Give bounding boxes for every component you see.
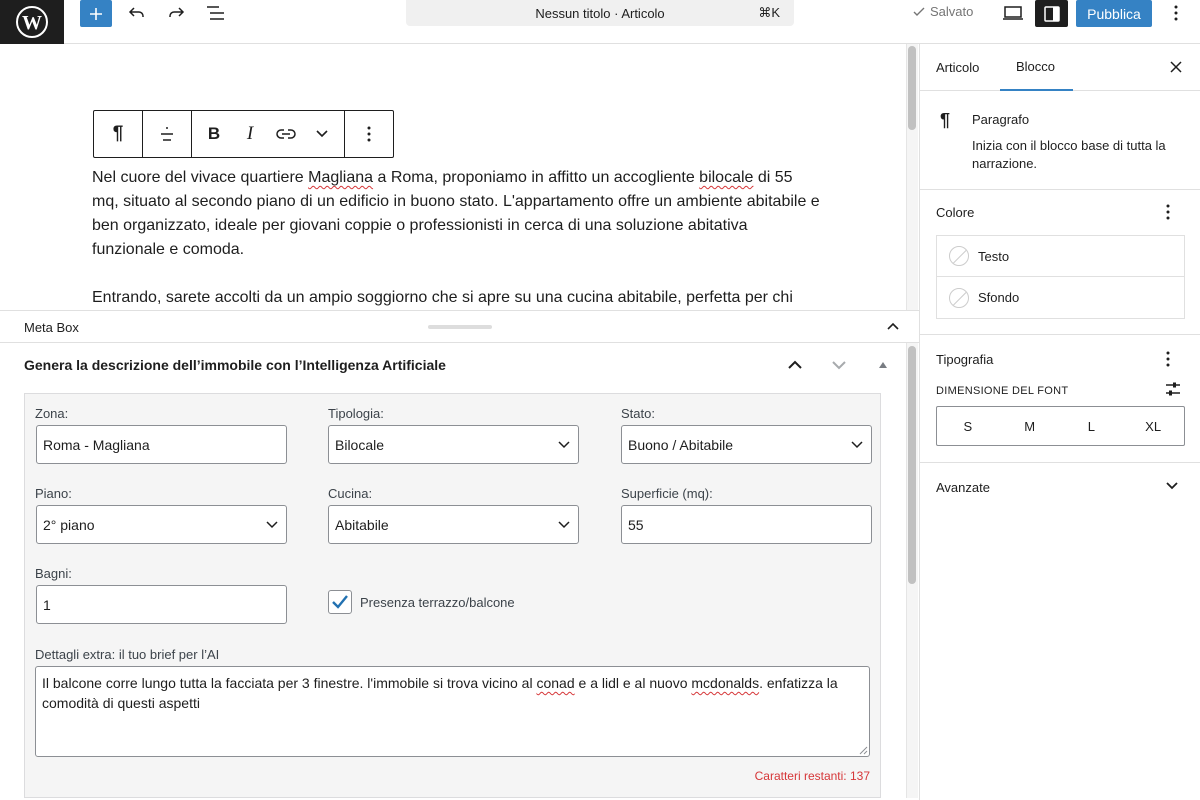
svg-text:W: W <box>22 12 42 34</box>
color-swatch-icon <box>949 246 969 266</box>
resize-grip-icon[interactable] <box>858 745 868 755</box>
undo-icon[interactable] <box>122 0 152 26</box>
block-description: Inizia con il blocco base di tutta la narrazione. <box>972 138 1166 171</box>
chevron-down-icon <box>558 439 570 451</box>
paragraph-icon: ¶ <box>940 110 951 130</box>
document-title: Nessun titolo · Articolo <box>535 5 665 21</box>
chevron-up-icon[interactable] <box>886 319 900 333</box>
font-size-m[interactable]: M <box>1024 418 1036 434</box>
zona-label: Zona: <box>35 406 69 421</box>
block-card <box>920 91 1200 190</box>
chevron-down-icon <box>851 439 863 451</box>
extra-label: Dettagli extra: il tuo brief per l’AI <box>35 647 220 662</box>
italic-button[interactable]: I <box>246 123 254 144</box>
color-swatch-icon <box>949 288 969 308</box>
block-options-icon[interactable] <box>345 111 393 157</box>
block-toolbar <box>93 110 394 158</box>
extra-details-text <box>42 675 838 711</box>
misspelled-word: Magliana <box>308 169 374 186</box>
align-left-icon[interactable] <box>143 111 191 157</box>
piano-label: Piano: <box>35 486 72 501</box>
toggle-panel-icon[interactable] <box>873 355 893 375</box>
advanced-panel-title[interactable]: Avanzate <box>936 480 990 495</box>
tab-blocco[interactable]: Blocco <box>1000 44 1073 91</box>
paragraph-block[interactable] <box>92 166 822 262</box>
sidebar-tabs <box>920 44 1200 91</box>
font-size-label: DIMENSIONE DEL FONT <box>936 385 1069 397</box>
tipologia-value: Bilocale <box>335 436 385 453</box>
document-overview-icon[interactable] <box>200 0 230 26</box>
tipologia-select[interactable] <box>328 425 579 464</box>
options-more-icon[interactable] <box>1164 0 1188 26</box>
text-run: a Roma, proponiamo in affitto un accogliente <box>373 169 700 186</box>
move-up-icon[interactable] <box>785 355 805 375</box>
piano-value: 2° piano <box>43 516 95 533</box>
check-icon <box>912 5 926 19</box>
color-text-item[interactable] <box>937 236 1184 277</box>
piano-select[interactable] <box>36 505 287 544</box>
terrazzo-checkbox[interactable] <box>328 590 352 614</box>
font-size-picker <box>936 406 1185 446</box>
terrazzo-option <box>328 590 515 614</box>
tab-articolo[interactable]: Articolo <box>936 60 980 75</box>
canvas-scrollbar-thumb[interactable] <box>908 46 916 130</box>
misspelled-word: mcdonalds <box>691 675 760 691</box>
metabox-header <box>0 310 919 343</box>
font-size-xl[interactable]: XL <box>1145 418 1162 434</box>
characters-remaining: Caratteri restanti: 137 <box>754 769 870 783</box>
chevron-down-icon[interactable] <box>1166 481 1178 491</box>
saved-label: Salvato <box>930 4 974 19</box>
color-options-icon[interactable] <box>1166 204 1170 220</box>
text-run: di 55 mq, situato al secondo piano di un edificio in buono stato. L'appartamento offre un ambiente abitabile e ben organizzato, ideale per giovani coppie o professionisti in cerca di una soluzione abitativa funzionale e comoda. <box>92 169 820 258</box>
bold-button[interactable]: B <box>207 124 221 143</box>
bagni-label: Bagni: <box>35 566 72 581</box>
document-title-bar[interactable] <box>406 0 794 26</box>
close-icon[interactable] <box>1167 58 1185 76</box>
preview-icon[interactable] <box>998 0 1028 26</box>
block-name: Paragrafo <box>972 112 1030 127</box>
text-run: Nel cuore del vivace quartiere <box>92 169 309 186</box>
link-icon[interactable] <box>268 111 304 157</box>
color-background-label: Sfondo <box>978 290 1020 305</box>
color-text-label: Testo <box>978 248 1010 264</box>
font-size-s[interactable]: S <box>963 418 973 434</box>
text-run: . enfatizza la comodità di questi aspetti <box>42 675 838 711</box>
divider <box>920 334 1200 335</box>
editor-canvas <box>0 44 919 310</box>
color-settings <box>936 235 1185 319</box>
stato-select[interactable] <box>621 425 872 464</box>
editor-header <box>0 0 1200 44</box>
cucina-label: Cucina: <box>328 486 373 501</box>
cucina-select[interactable] <box>328 505 579 544</box>
wordpress-logo-icon[interactable] <box>0 0 64 44</box>
stato-value: Buono / Abitabile <box>628 436 734 453</box>
bagni-input[interactable]: 1 <box>36 585 287 624</box>
terrazzo-label: Presenza terrazzo/balcone <box>360 594 515 610</box>
postbox-header <box>0 343 905 389</box>
paragraph-block[interactable]: Entrando, sarete accolti da un ampio soggiorno che si apre su una cucina abitabile, perfetta per chi <box>92 289 793 306</box>
typography-options-icon[interactable] <box>1166 351 1170 367</box>
extra-details-textarea[interactable] <box>35 666 870 757</box>
color-background-item[interactable] <box>937 277 1184 318</box>
text-run: e a lidl e al nuovo <box>574 675 692 691</box>
command-shortcut: ⌘K <box>758 5 780 20</box>
settings-sidebar <box>919 44 1200 800</box>
cucina-value: Abitabile <box>335 516 389 533</box>
add-block-button[interactable] <box>80 0 112 27</box>
postbox-title: Genera la descrizione dell’immobile con l’Intelligenza Artificiale <box>24 357 446 373</box>
publish-button[interactable]: Pubblica <box>1076 0 1152 27</box>
chevron-down-icon[interactable] <box>304 111 340 157</box>
custom-size-icon[interactable] <box>1164 381 1182 397</box>
tipologia-label: Tipologia: <box>328 406 384 421</box>
misspelled-word: conad <box>536 675 575 691</box>
divider <box>920 462 1200 463</box>
checkmark-icon <box>331 594 349 610</box>
chevron-down-icon <box>558 519 570 531</box>
font-size-l[interactable]: L <box>1087 418 1095 434</box>
redo-icon[interactable] <box>161 0 191 26</box>
misspelled-word: bilocale <box>699 169 754 186</box>
color-panel-title: Colore <box>936 205 975 220</box>
saved-status <box>912 4 973 19</box>
paragraph-block-switcher[interactable]: ¶ <box>112 123 124 144</box>
typography-panel-title: Tipografia <box>936 352 994 367</box>
resize-handle[interactable] <box>428 325 492 329</box>
settings-sidebar-toggle-icon[interactable] <box>1035 0 1068 27</box>
superficie-input[interactable]: 55 <box>621 505 872 544</box>
stato-label: Stato: <box>621 406 655 421</box>
chevron-down-icon <box>266 519 278 531</box>
text-run: Il balcone corre lungo tutta la facciata per 3 finestre. l'immobile si trova vicino al <box>42 675 537 691</box>
zona-input[interactable]: Roma - Magliana <box>36 425 287 464</box>
metabox-section-title: Meta Box <box>24 320 79 335</box>
metabox-scrollbar-thumb[interactable] <box>908 346 916 584</box>
ai-description-form <box>24 393 881 798</box>
move-down-icon[interactable] <box>829 355 849 375</box>
superficie-label: Superficie (mq): <box>621 486 713 501</box>
